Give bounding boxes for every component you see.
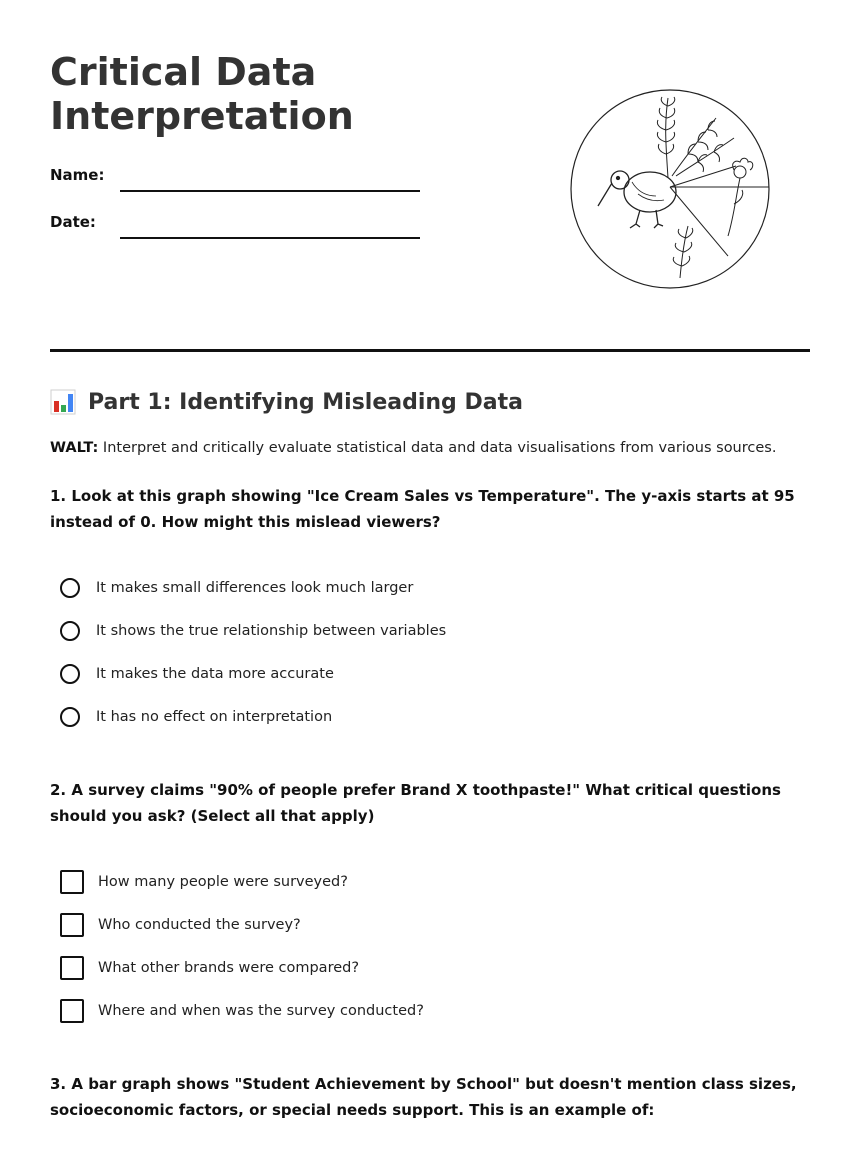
q1-option-4[interactable] <box>60 704 332 730</box>
walt-text: Interpret and critically evaluate statistical data and data visualisations from various sources. <box>98 440 777 456</box>
name-label: Name: <box>50 166 105 184</box>
header-divider <box>50 349 810 352</box>
part1-heading-text: Part 1: Identifying Misleading Data <box>88 389 523 415</box>
q2-option-4[interactable] <box>60 998 424 1024</box>
name-field[interactable] <box>50 166 420 184</box>
option-label: Who conducted the survey? <box>98 917 301 933</box>
option-label: It makes the data more accurate <box>96 666 334 682</box>
question-1-text: 1. Look at this graph showing "Ice Cream Sales vs Temperature". The y-axis starts at 95 instead of 0. How might this mislead viewers? <box>50 487 795 531</box>
question-3-text: 3. A bar graph shows "Student Achievement by School" but doesn't mention class sizes, socioeconomic factors, or special needs support. This is an example of: <box>50 1075 797 1119</box>
radio-button[interactable] <box>60 707 80 727</box>
bar-chart-icon <box>50 389 76 415</box>
date-field[interactable] <box>50 213 420 231</box>
page-title: Critical Data Interpretation <box>50 50 354 138</box>
option-label: What other brands were compared? <box>98 960 360 976</box>
option-label: It has no effect on interpretation <box>96 709 333 725</box>
part1-heading <box>50 389 523 415</box>
option-label: How many people were surveyed? <box>98 874 348 890</box>
q2-option-1[interactable] <box>60 869 348 895</box>
option-label: Where and when was the survey conducted? <box>98 1003 424 1019</box>
checkbox[interactable] <box>60 913 84 937</box>
name-input-line[interactable] <box>120 190 420 192</box>
checkbox[interactable] <box>60 956 84 980</box>
radio-button[interactable] <box>60 578 80 598</box>
walt-label: WALT: <box>50 440 99 456</box>
radio-button[interactable] <box>60 664 80 684</box>
checkbox[interactable] <box>60 870 84 894</box>
kiwi-emblem-icon <box>568 86 772 292</box>
q1-option-3[interactable] <box>60 661 334 687</box>
q2-option-2[interactable] <box>60 912 301 938</box>
q1-option-2[interactable] <box>60 618 446 644</box>
option-label: It makes small differences look much larger <box>96 580 414 596</box>
radio-button[interactable] <box>60 621 80 641</box>
walt-statement <box>50 440 776 456</box>
date-label: Date: <box>50 213 96 231</box>
q2-option-3[interactable] <box>60 955 359 981</box>
q1-option-1[interactable] <box>60 575 413 601</box>
option-label: It shows the true relationship between variables <box>96 623 447 639</box>
date-input-line[interactable] <box>120 237 420 239</box>
checkbox[interactable] <box>60 999 84 1023</box>
question-2-text: 2. A survey claims "90% of people prefer Brand X toothpaste!" What critical questions should you ask? (Select all that apply) <box>50 781 781 825</box>
